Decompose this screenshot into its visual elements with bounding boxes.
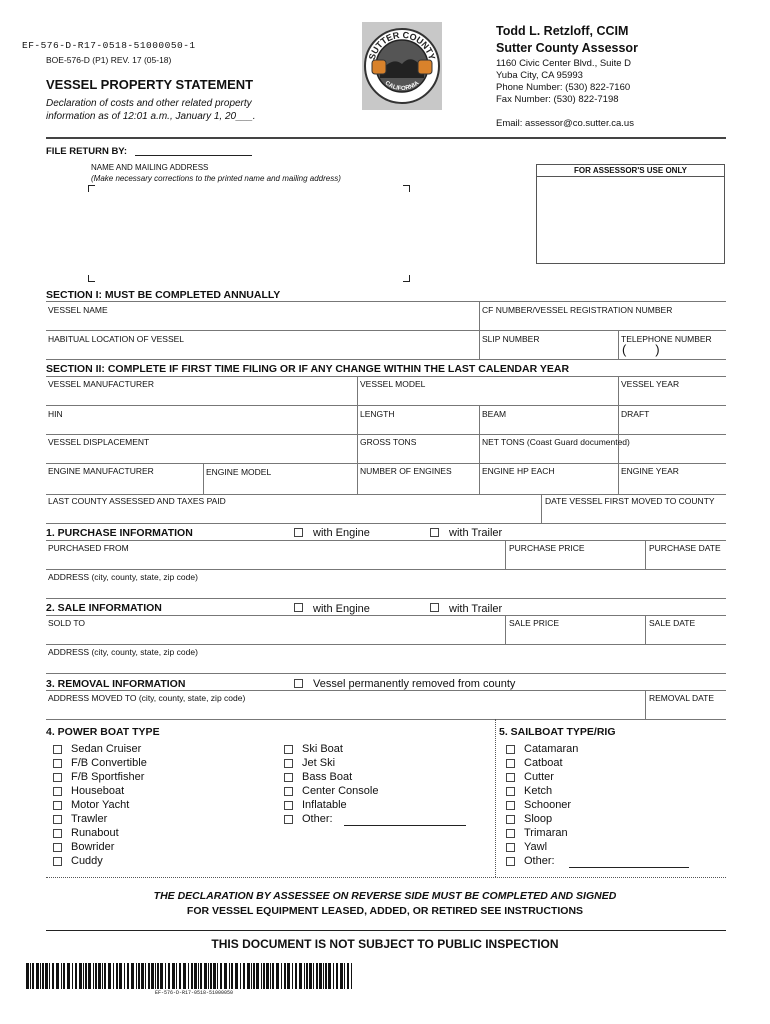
barcode-bar (148, 963, 150, 989)
engine-manufacturer-label: ENGINE MANUFACTURER (48, 466, 154, 476)
barcode-bar (316, 963, 318, 989)
barcode-bar (272, 963, 274, 989)
sale-date-label: SALE DATE (649, 618, 696, 628)
power-boat-option-label: Trawler (71, 813, 108, 825)
barcode-icon (26, 963, 352, 989)
address-corner-tl (88, 185, 95, 192)
slip-number-label: SLIP NUMBER (482, 334, 540, 344)
barcode-bar (229, 963, 230, 989)
barcode-bar (306, 963, 308, 989)
s-line-3 (46, 673, 726, 674)
engine-year-label: ENGINE YEAR (621, 466, 679, 476)
barcode-bar (113, 963, 114, 989)
p-vline-2 (645, 540, 646, 569)
sailboat-option-label: Schooner (524, 799, 572, 811)
sale-title: 2. SALE INFORMATION (46, 602, 162, 614)
sale-price-label: SALE PRICE (509, 618, 560, 628)
name-address-note: (Make necessary corrections to the printed name and mailing address) (91, 174, 341, 183)
s1-line-bottom (46, 359, 726, 360)
barcode-bar (210, 963, 212, 989)
barcode-bar (188, 963, 189, 989)
barcode-bar (299, 963, 302, 989)
removal-title: 3. REMOVAL INFORMATION (46, 678, 186, 690)
barcode-bar (284, 963, 286, 989)
sailboat-option-label: Cutter (524, 771, 554, 783)
barcode-bar (235, 963, 238, 989)
form-subtitle-line1: Declaration of costs and other related property (46, 98, 252, 109)
address-corner-bl (88, 275, 95, 282)
power-boat-option-checkbox[interactable] (284, 815, 293, 824)
power-boat-option-label: F/B Sportfisher (71, 771, 145, 783)
barcode-bar (49, 963, 50, 989)
length-label: LENGTH (360, 409, 395, 419)
barcode-bar (344, 963, 345, 989)
sailboat-option-label: Yawl (524, 841, 548, 853)
section2-title: SECTION II: COMPLETE IF FIRST TIME FILING OR IF ANY CHANGE WITHIN THE LAST CALENDAR YEAR (46, 363, 570, 375)
power-boat-option-checkbox[interactable] (53, 801, 62, 810)
barcode-bar (251, 963, 252, 989)
sale-address-label: ADDRESS (city, county, state, zip code) (48, 647, 198, 657)
barcode-bar (220, 963, 222, 989)
assessor-fax: Fax Number: (530) 822-7198 (496, 94, 619, 105)
barcode-bar (319, 963, 322, 989)
barcode-bar (145, 963, 146, 989)
barcode-bar (287, 963, 290, 989)
s2-line-3 (46, 463, 726, 464)
barcode-bar (42, 963, 44, 989)
assessor-use-label: FOR ASSESSOR'S USE ONLY (537, 165, 724, 177)
sailboat-option-checkbox[interactable] (506, 759, 515, 768)
barcode-text: EF-576-D-R17-0518-51000050 (155, 990, 234, 996)
s2-vline-b (479, 405, 480, 494)
s2-line-4 (46, 494, 726, 495)
power-boat-option-checkbox[interactable] (284, 801, 293, 810)
barcode-bar (116, 963, 118, 989)
seal-text-top: SUTTER COUNTY (366, 29, 438, 61)
declaration-notice: THE DECLARATION BY ASSESSEE ON REVERSE SIDE MUST BE COMPLETED AND SIGNED (153, 890, 617, 902)
power-boat-option-checkbox[interactable] (284, 787, 293, 796)
barcode-bar (351, 963, 352, 989)
power-boat-option-label: F/B Convertible (71, 757, 147, 769)
boat-bottom-line (46, 877, 726, 878)
file-return-label: FILE RETURN BY: (46, 146, 128, 157)
sailboat-option-checkbox[interactable] (506, 787, 515, 796)
barcode-bar (61, 963, 62, 989)
s-vline-1 (505, 615, 506, 644)
s1-line-top (46, 301, 726, 302)
barcode-bar (281, 963, 282, 989)
barcode-bar (336, 963, 338, 989)
power-boat-option-checkbox[interactable] (284, 745, 293, 754)
document-code: EF-576-D-R17-0518-51000050-1 (22, 40, 196, 51)
barcode-bar (88, 963, 91, 989)
sail-other-line[interactable] (569, 867, 689, 868)
sailboat-option-checkbox[interactable] (506, 857, 515, 866)
barcode-bar (136, 963, 137, 989)
barcode-bar (224, 963, 227, 989)
barcode-bar (198, 963, 199, 989)
sailboat-option-label: Sloop (524, 813, 553, 825)
header-divider (46, 137, 726, 139)
barcode-bar (138, 963, 140, 989)
power-boat-option-label: Center Console (302, 785, 379, 797)
date-moved-label: DATE VESSEL FIRST MOVED TO COUNTY (545, 496, 715, 506)
beam-label: BEAM (482, 409, 507, 419)
sailboat-option-label: Other: (524, 855, 555, 867)
last-county-label: LAST COUNTY ASSESSED AND TAXES PAID (48, 496, 226, 506)
barcode-bar (108, 963, 111, 989)
footer-line (46, 930, 726, 931)
purchase-address-label: ADDRESS (city, county, state, zip code) (48, 572, 198, 582)
barcode-bar (243, 963, 245, 989)
assessor-use-box (536, 164, 725, 264)
barcode-bar (102, 963, 103, 989)
form-title: VESSEL PROPERTY STATEMENT (46, 77, 254, 92)
barcode-bar (124, 963, 125, 989)
barcode-bar (26, 963, 29, 989)
barcode-bar (213, 963, 216, 989)
barcode-bar (32, 963, 34, 989)
barcode-bar (36, 963, 39, 989)
barcode-bar (191, 963, 193, 989)
barcode-bar (40, 963, 41, 989)
barcode-bar (200, 963, 202, 989)
sailboat-option-checkbox[interactable] (506, 745, 515, 754)
sailboat-option-checkbox[interactable] (506, 829, 515, 838)
address-corner-tr (403, 185, 410, 192)
barcode-bar (266, 963, 269, 989)
barcode-bar (119, 963, 122, 989)
barcode-bar (325, 963, 327, 989)
barcode-bar (253, 963, 255, 989)
assessor-email: Email: assessor@co.sutter.ca.us (496, 118, 634, 129)
cf-number-label: CF NUMBER/VESSEL REGISTRATION NUMBER (482, 305, 673, 315)
assessor-title: Sutter County Assessor (496, 41, 638, 55)
barcode-bar (155, 963, 156, 989)
vessel-manufacturer-label: VESSEL MANUFACTURER (48, 379, 154, 389)
num-engines-label: NUMBER OF ENGINES (360, 466, 452, 476)
purchase-with-trailer-label: with Trailer (449, 527, 503, 539)
barcode-bar (256, 963, 259, 989)
power-boat-option-checkbox[interactable] (53, 829, 62, 838)
purchase-with-engine-checkbox[interactable] (294, 528, 303, 537)
r-line-1 (46, 690, 726, 691)
barcode-bar (208, 963, 209, 989)
barcode-bar (83, 963, 84, 989)
removal-date-label: REMOVAL DATE (649, 693, 715, 703)
gross-tons-label: GROSS TONS (360, 437, 417, 447)
engine-hp-label: ENGINE HP EACH (482, 466, 555, 476)
purchase-title: 1. PURCHASE INFORMATION (46, 527, 193, 539)
barcode-bar (98, 963, 101, 989)
barcode-bar (165, 963, 166, 989)
purchased-from-label: PURCHASED FROM (48, 543, 129, 553)
s1-vline-2 (618, 330, 619, 359)
sale-with-engine-checkbox[interactable] (294, 603, 303, 612)
power-boat-option-checkbox[interactable] (284, 773, 293, 782)
power-boat-option-label: Ski Boat (302, 743, 343, 755)
barcode-bar (328, 963, 331, 989)
power-other-line[interactable] (344, 825, 466, 826)
p-line-1 (46, 540, 726, 541)
power-boat-option-label: Other: (302, 813, 333, 825)
barcode-bar (75, 963, 77, 989)
purchase-with-engine-label: with Engine (313, 527, 370, 539)
p-vline-1 (505, 540, 506, 569)
s2-line-2 (46, 434, 726, 435)
sailboat-option-label: Trimaran (524, 827, 568, 839)
barcode-bar (304, 963, 305, 989)
power-boat-option-checkbox[interactable] (53, 857, 62, 866)
barcode-bar (323, 963, 324, 989)
s2-line-5 (46, 523, 726, 524)
barcode-bar (56, 963, 59, 989)
barcode-bar (157, 963, 159, 989)
barcode-bar (67, 963, 70, 989)
moved-to-address-label: ADDRESS MOVED TO (city, county, state, zip code) (48, 693, 246, 703)
power-boat-option-checkbox[interactable] (53, 773, 62, 782)
sailboat-option-checkbox[interactable] (506, 843, 515, 852)
s2-vline-engine (203, 463, 204, 494)
r-line-2 (46, 719, 726, 720)
address-corner-br (403, 275, 410, 282)
barcode-bar (79, 963, 82, 989)
form-subtitle-line2: information as of 12:01 a.m., January 1, 20___. (46, 111, 256, 122)
telephone-area-code[interactable]: ( ) (622, 342, 660, 357)
sailboat-option-checkbox[interactable] (506, 773, 515, 782)
sailboat-option-label: Catboat (524, 757, 563, 769)
barcode-bar (104, 963, 106, 989)
barcode-bar (295, 963, 297, 989)
boat-divider (495, 719, 496, 877)
power-boat-option-label: Jet Ski (302, 757, 336, 769)
p-line-3 (46, 598, 726, 599)
county-seal-icon (362, 22, 442, 110)
barcode-bar (127, 963, 129, 989)
power-boat-option-checkbox[interactable] (53, 843, 62, 852)
displacement-label: VESSEL DISPLACEMENT (48, 437, 150, 447)
power-boat-option-label: Cuddy (71, 855, 103, 867)
barcode-bar (231, 963, 233, 989)
power-boat-option-label: Houseboat (71, 785, 125, 797)
barcode-bar (340, 963, 343, 989)
assessor-name: Todd L. Retzloff, CCIM (496, 24, 629, 38)
barcode-bar (333, 963, 334, 989)
hin-label: HIN (48, 409, 63, 419)
power-boat-option-checkbox[interactable] (53, 815, 62, 824)
barcode-bar (183, 963, 186, 989)
barcode-bar (247, 963, 250, 989)
mailing-address-window[interactable] (88, 185, 410, 282)
s2-line-1 (46, 405, 726, 406)
power-boat-option-label: Bass Boat (302, 771, 353, 783)
habitual-location-label: HABITUAL LOCATION OF VESSEL (48, 334, 185, 344)
p-line-2 (46, 569, 726, 570)
s-vline-2 (645, 615, 646, 644)
net-tons-label: NET TONS (Coast Guard documented) (482, 437, 630, 447)
power-boat-option-label: Motor Yacht (71, 799, 130, 811)
barcode-bar (276, 963, 279, 989)
barcode-bar (30, 963, 31, 989)
barcode-bar (168, 963, 170, 989)
power-boat-option-checkbox[interactable] (53, 787, 62, 796)
assessor-address-line2: Yuba City, CA 95993 (496, 70, 583, 81)
telephone-label: TELEPHONE NUMBER (621, 334, 712, 344)
sale-with-trailer-label: with Trailer (449, 603, 503, 615)
sailboat-option-checkbox[interactable] (506, 815, 515, 824)
barcode-bar (45, 963, 48, 989)
s1-line-mid (46, 330, 726, 331)
barcode-bar (85, 963, 87, 989)
barcode-bar (172, 963, 175, 989)
purchase-price-label: PURCHASE PRICE (509, 543, 585, 553)
sailboat-option-checkbox[interactable] (506, 801, 515, 810)
assessor-phone: Phone Number: (530) 822-7160 (496, 82, 631, 93)
barcode-bar (141, 963, 144, 989)
barcode-bar (93, 963, 94, 989)
form-number: BOE-576-D (P1) REV. 17 (05-18) (46, 55, 172, 65)
vessel-model-label: VESSEL MODEL (360, 379, 426, 389)
barcode-bar (151, 963, 154, 989)
barcode-bar (131, 963, 134, 989)
assessor-address-line1: 1160 Civic Center Blvd., Suite D (496, 58, 631, 69)
sale-with-trailer-checkbox[interactable] (430, 603, 439, 612)
draft-label: DRAFT (621, 409, 650, 419)
sailboat-option-label: Ketch (524, 785, 553, 797)
barcode-bar (63, 963, 65, 989)
barcode-bar (270, 963, 271, 989)
power-boat-option-label: Sedan Cruiser (71, 743, 142, 755)
barcode-bar (179, 963, 181, 989)
barcode-bar (263, 963, 265, 989)
barcode-bar (217, 963, 218, 989)
barcode-bar (240, 963, 241, 989)
barcode-bar (309, 963, 312, 989)
s2-vline-date (541, 494, 542, 523)
removed-from-county-label: Vessel permanently removed from county (313, 678, 516, 690)
s-line-1 (46, 615, 726, 616)
power-boat-option-label: Runabout (71, 827, 119, 839)
power-boat-option-label: Inflatable (302, 799, 347, 811)
barcode-bar (261, 963, 262, 989)
barcode-bar (292, 963, 293, 989)
purchase-with-trailer-checkbox[interactable] (430, 528, 439, 537)
s2-vline-a (357, 376, 358, 494)
seal-text-bottom: CALIFORNIA (383, 80, 421, 93)
not-public-notice: THIS DOCUMENT IS NOT SUBJECT TO PUBLIC INSPECTION (211, 937, 559, 951)
s2-vline-c (618, 376, 619, 494)
barcode-bar (313, 963, 314, 989)
barcode-bar (95, 963, 97, 989)
name-address-label: NAME AND MAILING ADDRESS (91, 163, 209, 172)
sold-to-label: SOLD TO (48, 618, 86, 628)
barcode-bar (72, 963, 73, 989)
power-boat-option-checkbox[interactable] (53, 745, 62, 754)
power-boat-option-checkbox[interactable] (53, 759, 62, 768)
sailboat-title: 5. SAILBOAT TYPE/RIG (499, 726, 616, 738)
barcode-bar (176, 963, 177, 989)
barcode-bar (204, 963, 207, 989)
equipment-notice: FOR VESSEL EQUIPMENT LEASED, ADDED, OR RETIRED SEE INSTRUCTIONS (186, 905, 584, 917)
sale-with-engine-label: with Engine (313, 603, 370, 615)
s2-line-0 (46, 376, 726, 377)
sailboat-option-label: Catamaran (524, 743, 579, 755)
barcode-bar (194, 963, 197, 989)
purchase-date-label: PURCHASE DATE (649, 543, 721, 553)
engine-model-label: ENGINE MODEL (206, 467, 272, 477)
vessel-name-label: VESSEL NAME (48, 305, 108, 315)
section1-title: SECTION I: MUST BE COMPLETED ANNUALLY (46, 289, 281, 301)
s-line-2 (46, 644, 726, 645)
vessel-year-label: VESSEL YEAR (621, 379, 680, 389)
file-return-date-line[interactable] (135, 155, 252, 156)
power-boat-option-label: Bowrider (71, 841, 115, 853)
power-boat-option-checkbox[interactable] (284, 759, 293, 768)
barcode-bar (160, 963, 163, 989)
power-boat-title: 4. POWER BOAT TYPE (46, 726, 160, 738)
r-vline-1 (645, 690, 646, 719)
barcode-bar (52, 963, 54, 989)
removed-from-county-checkbox[interactable] (294, 679, 303, 688)
barcode-bar (347, 963, 349, 989)
